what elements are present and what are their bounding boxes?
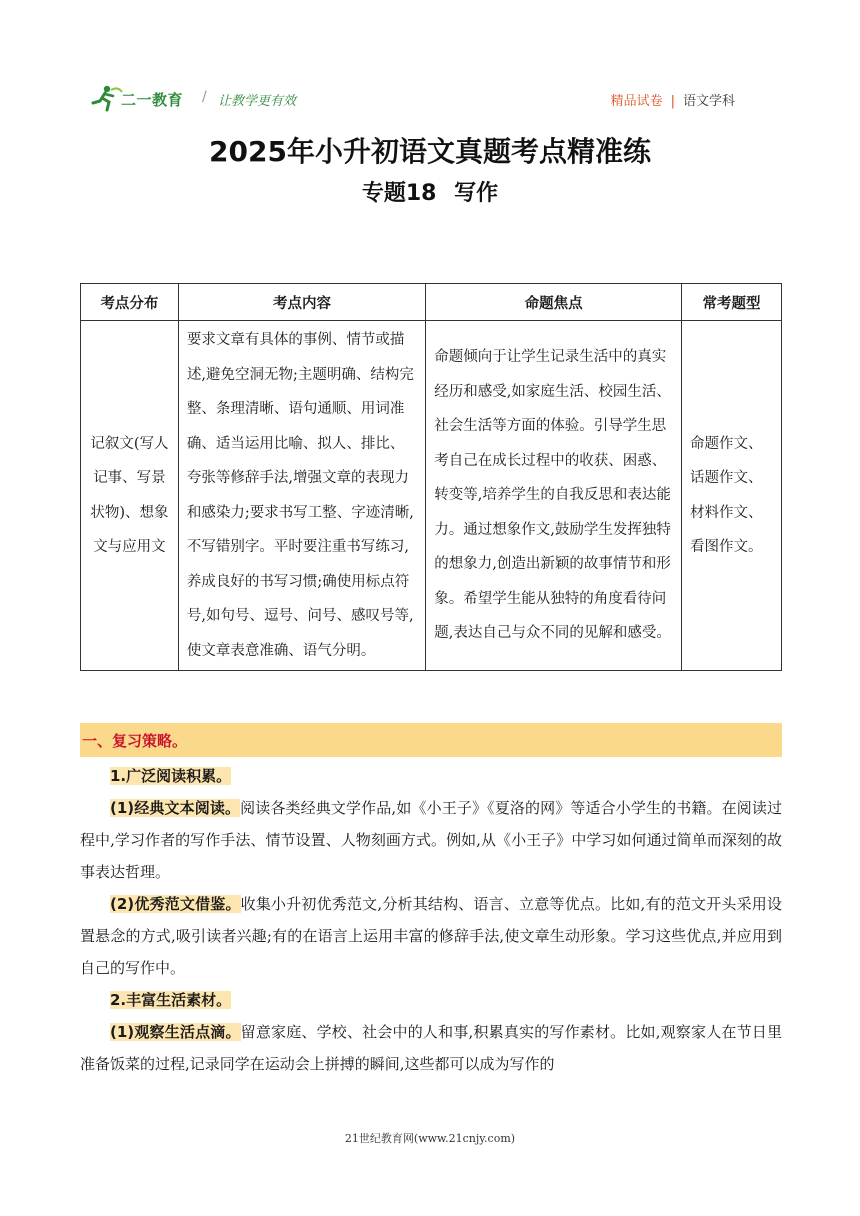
page-title: 2025年小升初语文真题考点精准练 [209,135,651,168]
tag-subject: 语文学科 [682,94,735,109]
header-slash: / [202,89,207,105]
header-tags [611,90,735,109]
brand-name: 二一教育 [121,91,184,109]
tag-premium-paper: 精品试卷 [610,94,663,109]
table-header-cell: 命题焦点 [426,284,682,321]
paragraph-text: 阅读各类经典文学作品,如《小王子》《夏洛的网》等适合小学生的书籍。在阅读过程中,学习作者的写作手法、情节设置、人物刻画方式。例如,从《小王子》中学习如何通过简单而深刻的故事表达哲理。 [80,799,782,881]
table-cell-types: 命题作文、话题作文、材料作文、看图作文。 [681,321,781,671]
running-figure-icon [85,84,123,112]
paragraph-label: (1)经典文本阅读。 [110,799,241,817]
review-strategy-body [80,760,782,1080]
paragraph [80,888,782,984]
subheading [80,760,782,792]
tag-separator: | [670,94,675,109]
exam-points-table [80,283,782,671]
paragraph [80,792,782,888]
page-footer: 21世纪教育网(www.21cnjy.com) [344,1132,516,1145]
paragraph-text: 收集小升初优秀范文,分析其结构、语言、立意等优点。比如,有的范文开头采用设置悬念的方式,吸引读者兴趣;有的在语言上运用丰富的修辞手法,使文章生动形象。学习这些优点,并应用到自己的写作中。 [80,895,783,977]
subheading [80,984,782,1016]
page-subtitle: 专题18 写作 [361,181,499,206]
table-header-cell: 考点分布 [81,284,179,321]
table-cell-content: 要求文章有具体的事例、情节或描述,避免空洞无物;主题明确、结构完整、条理清晰、语句通顺、用词准确、适当运用比喻、拟人、排比、夸张等修辞手法,增强文章的表现力和感染力;要求书写工整、字迹清晰,不写错别字。平时要注重书写练习,养成良好的书写习惯;确使用标点符号,如句号、逗号、问号、感叹号等,使文章表意准确、语气分明。 [178,321,425,671]
table-row [81,321,782,671]
paragraph-text: 留意家庭、学校、社会中的人和事,积累真实的写作素材。比如,观察家人在节日里准备饭菜的过程,记录同学在运动会上拼搏的瞬间,这些都可以成为写作的 [80,1023,783,1073]
table-header-row [81,284,782,321]
section-heading: 一、复习策略。 [82,732,188,750]
table-cell-distribution: 记叙文(写人记事、写景状物)、想象文与应用文 [81,321,179,671]
table-header-cell: 常考题型 [681,284,781,321]
section-heading-bar [80,723,782,757]
paragraph-label: (2)优秀范文借鉴。 [110,895,241,913]
subheading-text: 1.广泛阅读积累。 [110,767,232,785]
paragraph [80,1016,782,1080]
table-cell-focus: 命题倾向于让学生记录生活中的真实经历和感受,如家庭生活、校园生活、社会生活等方面的体验。引导学生思考自己在成长过程中的收获、困惑、转变等,培养学生的自我反思和表达能力。通过想象作文,鼓励学生发挥独特的想象力,创造出新颖的故事情节和形象。希望学生能从独特的角度看待问题,表达自己与众不同的见解和感受。 [426,321,682,671]
brand-slogan: 让教学更有效 [218,94,297,109]
page-header [85,84,735,114]
paragraph-label: (1)观察生活点滴。 [110,1023,241,1041]
table-header-cell: 考点内容 [178,284,425,321]
subheading-text: 2.丰富生活素材。 [110,991,232,1009]
